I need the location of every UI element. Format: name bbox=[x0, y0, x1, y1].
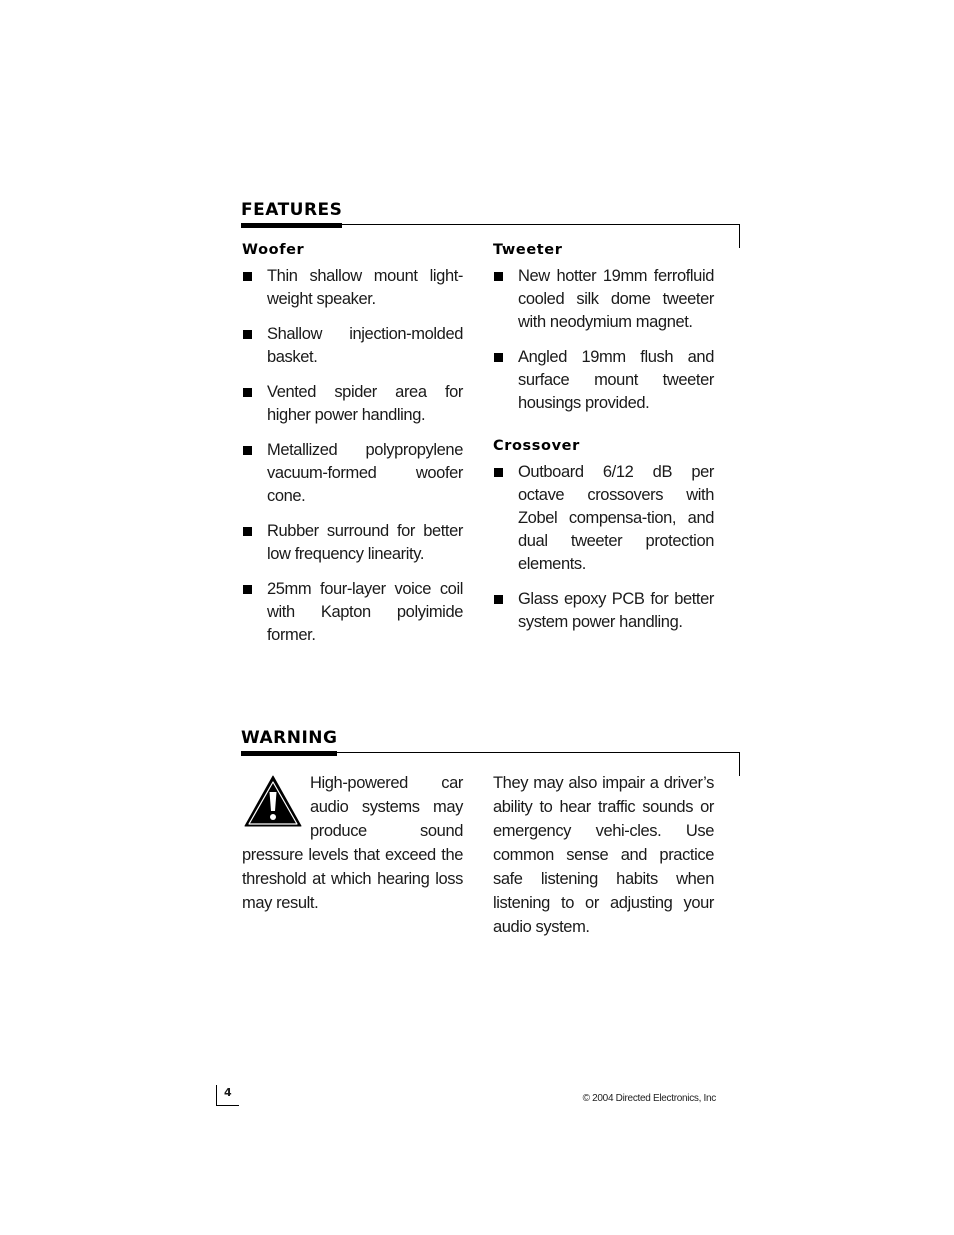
woofer-column bbox=[242, 241, 463, 659]
features-rule bbox=[241, 224, 740, 225]
square-bullet-icon bbox=[243, 585, 252, 594]
woofer-list bbox=[242, 265, 463, 647]
square-bullet-icon bbox=[494, 272, 503, 281]
square-bullet-icon bbox=[243, 388, 252, 397]
list-item: Glass epoxy PCB for better system power handling. bbox=[493, 588, 714, 634]
square-bullet-icon bbox=[243, 272, 252, 281]
square-bullet-icon bbox=[494, 595, 503, 604]
warning-rule-tick bbox=[739, 752, 740, 776]
page-number-box bbox=[216, 1085, 239, 1106]
warning-right-column bbox=[493, 771, 714, 939]
warning-rule bbox=[241, 752, 740, 753]
warning-title: WARNING bbox=[241, 728, 337, 756]
list-item: Angled 19mm flush and surface mount tweeter housings provided. bbox=[493, 346, 714, 415]
warning-left-column bbox=[242, 771, 463, 915]
features-header bbox=[241, 200, 740, 240]
square-bullet-icon bbox=[494, 468, 503, 477]
list-item: Vented spider area for higher power handling. bbox=[242, 381, 463, 427]
features-rule-tick bbox=[739, 224, 740, 248]
list-item: New hotter 19mm ferrofluid cooled silk dome tweeter with neodymium magnet. bbox=[493, 265, 714, 334]
list-item: Metallized polypropylene vacuum-formed woofer cone. bbox=[242, 439, 463, 508]
list-item: Rubber surround for better low frequency linearity. bbox=[242, 520, 463, 566]
warning-triangle-icon bbox=[242, 773, 304, 829]
warning-right-text: They may also impair a driver’s ability to hear traffic sounds or emergency vehi-cles. Use common sense and practice safe listening habits when listening to or adjusting your audio system. bbox=[493, 774, 714, 936]
features-title: FEATURES bbox=[241, 200, 342, 228]
warning-header bbox=[241, 728, 740, 768]
tweeter-column bbox=[493, 241, 714, 646]
list-item: 25mm four-layer voice coil with Kapton polyimide former. bbox=[242, 578, 463, 647]
list-item: Thin shallow mount light-weight speaker. bbox=[242, 265, 463, 311]
crossover-heading: Crossover bbox=[493, 438, 580, 454]
list-item: Outboard 6/12 dB per octave crossovers with Zobel compensa-tion, and dual tweeter protection elements. bbox=[493, 461, 714, 576]
square-bullet-icon bbox=[243, 446, 252, 455]
square-bullet-icon bbox=[243, 330, 252, 339]
copyright-notice: © 2004 Directed Electronics, Inc bbox=[582, 1093, 716, 1104]
woofer-heading: Woofer bbox=[242, 242, 305, 258]
page-number: 4 bbox=[224, 1086, 232, 1099]
warning-left-text: High-powered car audio systems may produce sound pressure levels that exceed the threshold at which hearing loss may result. bbox=[242, 774, 463, 912]
tweeter-heading: Tweeter bbox=[493, 242, 563, 258]
square-bullet-icon bbox=[494, 353, 503, 362]
square-bullet-icon bbox=[243, 527, 252, 536]
tweeter-list bbox=[493, 265, 714, 415]
crossover-list bbox=[493, 461, 714, 634]
list-item: Shallow injection-molded basket. bbox=[242, 323, 463, 369]
